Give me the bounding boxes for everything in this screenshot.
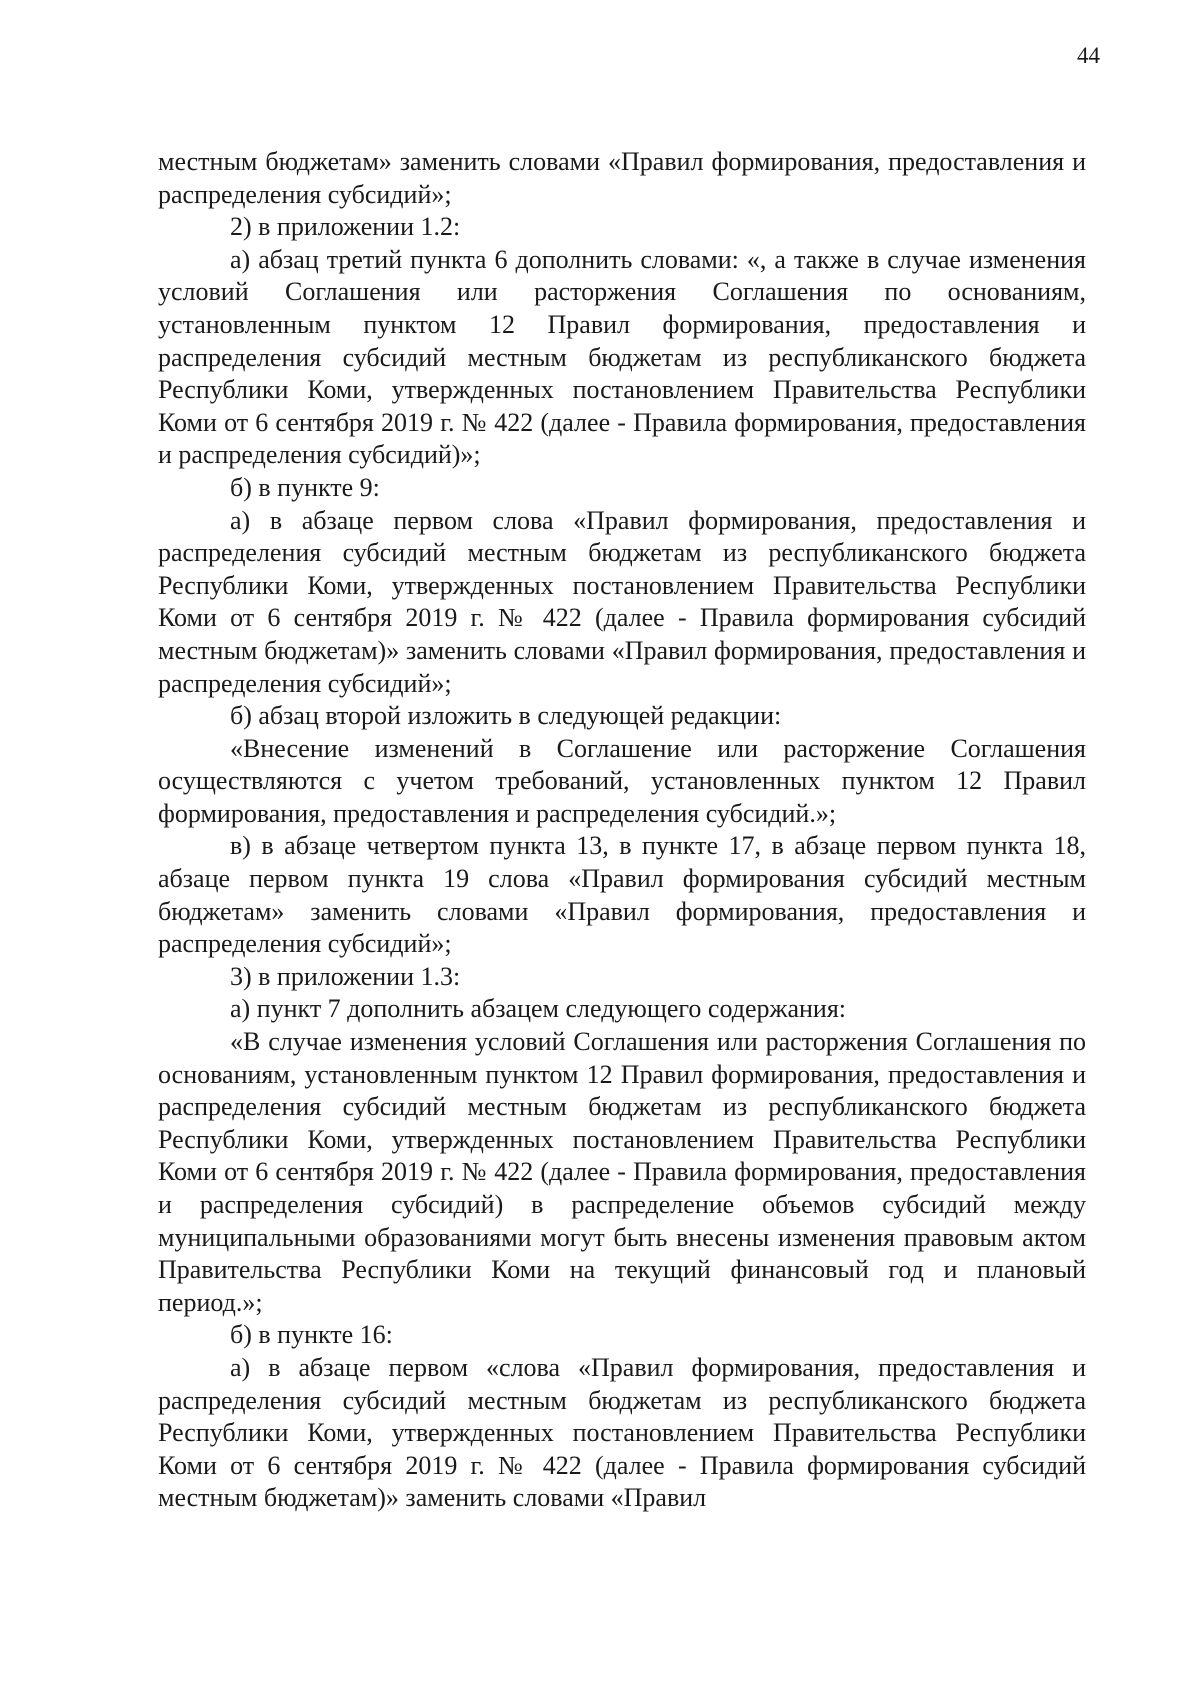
- paragraph-item-v-clauses: в) в абзаце четвертом пункта 13, в пункте 17, в абзаце первом пункта 18, абзаце первом пункта 19 слова «Правил формирования субсидий местным бюджетам» заменить словами «Правил формирования, предоставления и распределения субсидий»;: [158, 831, 1086, 959]
- paragraph-appendix-1-2: 2) в приложении 1.2:: [230, 212, 461, 242]
- paragraph-item-a-first-paragraph: а) в абзаце первом слова «Правил формирования, предоставления и распределения субсидий местным бюджетам из республиканского бюджета Республики Коми, утвержденных постановлением Правительства Республики Коми от 6 сентября 2019 г. № 422 (далее - Правила формирования субсидий местным бюджетам)» заменить словами «Правил формирования, предоставления и распределения субсидий»;: [158, 505, 1086, 698]
- paragraph-continuation: местным бюджетам» заменить словами «Правил формирования, предоставления и распределения субсидий»;: [158, 147, 1086, 209]
- paragraph-item-b-second-paragraph: б) абзац второй изложить в следующей редакции:: [230, 701, 782, 731]
- paragraph-item-a-clause-7: а) пункт 7 дополнить абзацем следующего содержания:: [230, 994, 847, 1024]
- paragraph-item-b-clause-9: б) в пункте 9:: [230, 472, 380, 502]
- paragraph-appendix-1-3: 3) в приложении 1.3:: [230, 961, 461, 991]
- paragraph-quote-distribution: «В случае изменения условий Соглашения или расторжения Соглашения по основаниям, установленным пунктом 12 Правил формирования, предоставления и распределения субсидий местным бюджетам из республиканского бюджета Республики Коми, утвержденных постановлением Правительства Республики Коми от 6 сентября 2019 г. № 422 (далее - Правила формирования, предоставления и распределения субсидий) в распределение объемов субсидий между муниципальными образованиями могут быть внесены изменения правовым актом Правительства Республики Коми на текущий финансовый год и плановый период.»;: [158, 1027, 1086, 1317]
- paragraph-item-a-first-paragraph-16: а) в абзаце первом «слова «Правил формирования, предоставления и распределения субсидий местным бюджетам из республиканского бюджета Республики Коми, утвержденных постановлением Правительства Республики Коми от 6 сентября 2019 г. № 422 (далее - Правила формирования субсидий местным бюджетам)» заменить словами «Правил: [158, 1352, 1086, 1513]
- paragraph-quote-amendments: «Внесение изменений в Соглашение или расторжение Соглашения осуществляются с учетом требований, установленных пунктом 12 Правил формирования, предоставления и распределения субсидий.»;: [158, 733, 1086, 828]
- paragraph-item-a-clause-6: а) абзац третий пункта 6 дополнить словами: «, а также в случае изменения условий Соглашения или расторжения Соглашения по основаниям, установленным пунктом 12 Правил формирования, предоставления и распределения субсидий местным бюджетам из республиканского бюджета Республики Коми, утвержденных постановлением Правительства Республики Коми от 6 сентября 2019 г. № 422 (далее - Правила формирования, предоставления и распределения субсидий)»;: [158, 244, 1086, 470]
- paragraph-item-b-clause-16: б) в пункте 16:: [230, 1320, 393, 1350]
- document-body: [158, 146, 1086, 1515]
- page-number: 44: [1077, 43, 1100, 68]
